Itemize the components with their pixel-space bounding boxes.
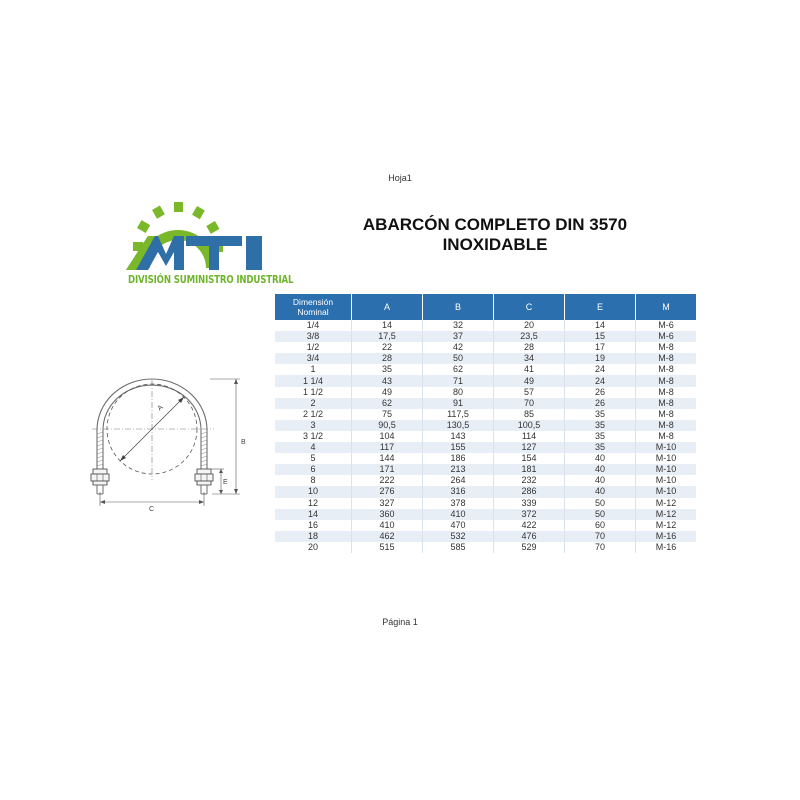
table-cell: 20	[307, 541, 318, 552]
table-cell: 40	[565, 475, 636, 486]
table-cell: 6	[275, 464, 352, 475]
table-cell: 14	[565, 320, 636, 331]
table-cell: 410	[423, 509, 494, 520]
table-cell: M-6	[636, 320, 697, 331]
column-header: B	[423, 294, 494, 320]
table-cell: 49	[352, 387, 423, 398]
table-cell: 50	[423, 353, 494, 364]
table-cell: 1/4	[306, 320, 320, 331]
table-cell: M-10	[636, 453, 697, 464]
table-cell: 8	[310, 475, 316, 486]
table-cell: M-8	[636, 353, 697, 364]
table-cell: 15	[565, 331, 636, 342]
table-cell: 37	[423, 331, 494, 342]
table-cell: 232	[494, 475, 565, 486]
table-cell: 35	[565, 409, 636, 420]
table-cell: 26	[565, 398, 636, 409]
table-cell: M-12	[636, 509, 697, 520]
table-cell: 410	[352, 520, 423, 531]
table-cell: 28	[352, 353, 423, 364]
table-cell: 1 1/2	[302, 386, 324, 397]
table-cell: 85	[494, 409, 565, 420]
table-cell: 90,5	[352, 420, 423, 431]
page-header: Hoja1	[388, 173, 412, 183]
table-cell: 155	[423, 442, 494, 453]
table-row	[275, 331, 696, 342]
table-row	[275, 531, 696, 542]
page-title	[330, 215, 660, 255]
table-cell: M-8	[636, 431, 697, 442]
label-e: E	[223, 479, 228, 486]
table-cell: 104	[352, 431, 423, 442]
table-cell: 16	[307, 519, 318, 530]
table-cell: 34	[494, 353, 565, 364]
table-cell: M-8	[636, 342, 697, 353]
table-row	[275, 520, 696, 531]
table-cell: 17,5	[352, 331, 423, 342]
mti-letters	[126, 236, 262, 270]
table-cell: 26	[565, 387, 636, 398]
column-header: A	[352, 294, 423, 320]
title-line-1: ABARCÓN COMPLETO DIN 3570	[362, 215, 628, 234]
table-cell: M-12	[636, 520, 697, 531]
table-cell: 462	[352, 531, 423, 542]
table-cell: 143	[423, 431, 494, 442]
table-cell: 339	[494, 498, 565, 509]
table-row	[275, 353, 696, 364]
table-cell: 71	[423, 375, 494, 386]
table-row	[275, 364, 696, 375]
table-cell: 35	[565, 420, 636, 431]
table-cell: 40	[565, 453, 636, 464]
table-row	[275, 342, 696, 353]
table-row	[275, 398, 696, 409]
table-cell: M-8	[636, 364, 697, 375]
table-cell: M-16	[636, 542, 697, 553]
table-cell: 360	[352, 509, 423, 520]
table-cell: 91	[423, 398, 494, 409]
table-cell: 19	[565, 353, 636, 364]
table-row	[275, 420, 696, 431]
table-cell: M-12	[636, 498, 697, 509]
table-cell: 422	[494, 520, 565, 531]
table-cell: 24	[565, 364, 636, 375]
table-cell: 40	[565, 464, 636, 475]
table-cell: M-10	[636, 475, 697, 486]
table-cell: 585	[423, 542, 494, 553]
table-cell: 75	[352, 409, 423, 420]
mti-logo-graphic	[122, 202, 268, 274]
table-cell: 35	[565, 442, 636, 453]
table-cell: 470	[423, 520, 494, 531]
table-cell: 35	[565, 431, 636, 442]
table-cell: M-8	[636, 387, 697, 398]
table-cell: 10	[275, 486, 352, 497]
table-row	[275, 320, 696, 331]
table-row	[275, 486, 696, 497]
table-cell: 378	[423, 498, 494, 509]
table-row	[275, 453, 696, 464]
table-cell: 222	[352, 475, 423, 486]
table-cell: 49	[494, 375, 565, 386]
table-cell: 2 1/2	[302, 408, 324, 419]
table-cell: M-8	[636, 420, 697, 431]
table-cell: 70	[565, 542, 636, 553]
table-cell: 3 1/2	[302, 430, 324, 441]
table-row	[275, 498, 696, 509]
table-cell: M-10	[636, 486, 697, 497]
table-cell: 213	[423, 464, 494, 475]
table-cell: 515	[352, 542, 423, 553]
column-header: Dimensión Nominal	[275, 294, 352, 320]
page-footer: Página 1	[382, 617, 418, 627]
table-cell: 117	[352, 442, 423, 453]
table-cell: 50	[565, 498, 636, 509]
column-header: E	[565, 294, 636, 320]
table-row	[275, 375, 696, 386]
table-cell: 18	[275, 531, 352, 542]
dimensions-table	[275, 294, 696, 553]
table-row	[275, 387, 696, 398]
table-cell: 50	[565, 509, 636, 520]
table-cell: 532	[423, 531, 494, 542]
label-c: C	[149, 506, 155, 513]
table-row	[275, 442, 696, 453]
table-cell: 117,5	[423, 409, 494, 420]
table-cell: 3	[275, 420, 352, 431]
table-row	[275, 509, 696, 520]
logo-tagline: DIVISIÓN SUMINISTRO INDUSTRIAL	[128, 274, 294, 287]
table-row	[275, 475, 696, 486]
table-cell: 20	[494, 320, 565, 331]
table-cell: 14	[352, 320, 423, 331]
table-cell: 60	[565, 520, 636, 531]
table-cell: M-8	[636, 409, 697, 420]
label-b: B	[241, 439, 246, 446]
table-cell: 171	[352, 464, 423, 475]
table-cell: 276	[352, 486, 423, 497]
table-cell: 1 1/4	[275, 375, 352, 386]
table-cell: M-16	[636, 531, 697, 542]
table-cell: 23,5	[494, 331, 565, 342]
table-cell: 1/2	[306, 342, 320, 353]
table-cell: 2	[275, 398, 352, 409]
table-cell: M-6	[636, 331, 697, 342]
u-bolt-diagram	[86, 372, 256, 517]
table-cell: 70	[565, 531, 636, 542]
table-cell: 3/8	[275, 331, 352, 342]
table-cell: 40	[565, 486, 636, 497]
table-cell: 62	[423, 364, 494, 375]
table-cell: 144	[352, 453, 423, 464]
table-cell: 24	[565, 375, 636, 386]
table-cell: 32	[423, 320, 494, 331]
table-cell: 181	[494, 464, 565, 475]
table-cell: 114	[494, 431, 565, 442]
table-cell: 154	[494, 453, 565, 464]
table-cell: 22	[352, 342, 423, 353]
table-cell: 476	[494, 531, 565, 542]
table-cell: 57	[494, 387, 565, 398]
table-cell: 4	[275, 442, 352, 453]
table-row	[275, 542, 696, 553]
table-cell: 5	[310, 453, 316, 464]
table-cell: 327	[352, 498, 423, 509]
table-cell: 130,5	[423, 420, 494, 431]
table-cell: 264	[423, 475, 494, 486]
table-cell: 316	[423, 486, 494, 497]
table-cell: 127	[494, 442, 565, 453]
table-cell: M-10	[636, 464, 697, 475]
table-cell: 12	[307, 497, 318, 508]
table-cell: 3/4	[275, 353, 352, 364]
table-cell: 1	[310, 364, 316, 375]
table-cell: 41	[494, 364, 565, 375]
column-header: C	[494, 294, 565, 320]
column-header: M	[636, 294, 697, 320]
table-cell: 42	[423, 342, 494, 353]
table-cell: M-10	[636, 442, 697, 453]
table-cell: M-8	[636, 398, 697, 409]
table-row	[275, 464, 696, 475]
table-cell: 62	[352, 398, 423, 409]
u-bolt-drawing	[86, 372, 256, 517]
table-cell: M-8	[636, 375, 697, 386]
table-cell: 286	[494, 486, 565, 497]
table-cell: 529	[494, 542, 565, 553]
table-cell: 28	[494, 342, 565, 353]
table-cell: 35	[352, 364, 423, 375]
table-header-row	[275, 294, 696, 320]
table-row	[275, 431, 696, 442]
table-cell: 70	[494, 398, 565, 409]
table-row	[275, 409, 696, 420]
table-cell: 100,5	[494, 420, 565, 431]
table-cell: 43	[352, 375, 423, 386]
table-cell: 186	[423, 453, 494, 464]
table-cell: 17	[565, 342, 636, 353]
title-line-2: INOXIDABLE	[442, 235, 548, 254]
table-body	[275, 320, 696, 553]
table-cell: 80	[423, 387, 494, 398]
table-cell: 14	[275, 509, 352, 520]
table-cell: 372	[494, 509, 565, 520]
label-a: A	[156, 403, 165, 413]
